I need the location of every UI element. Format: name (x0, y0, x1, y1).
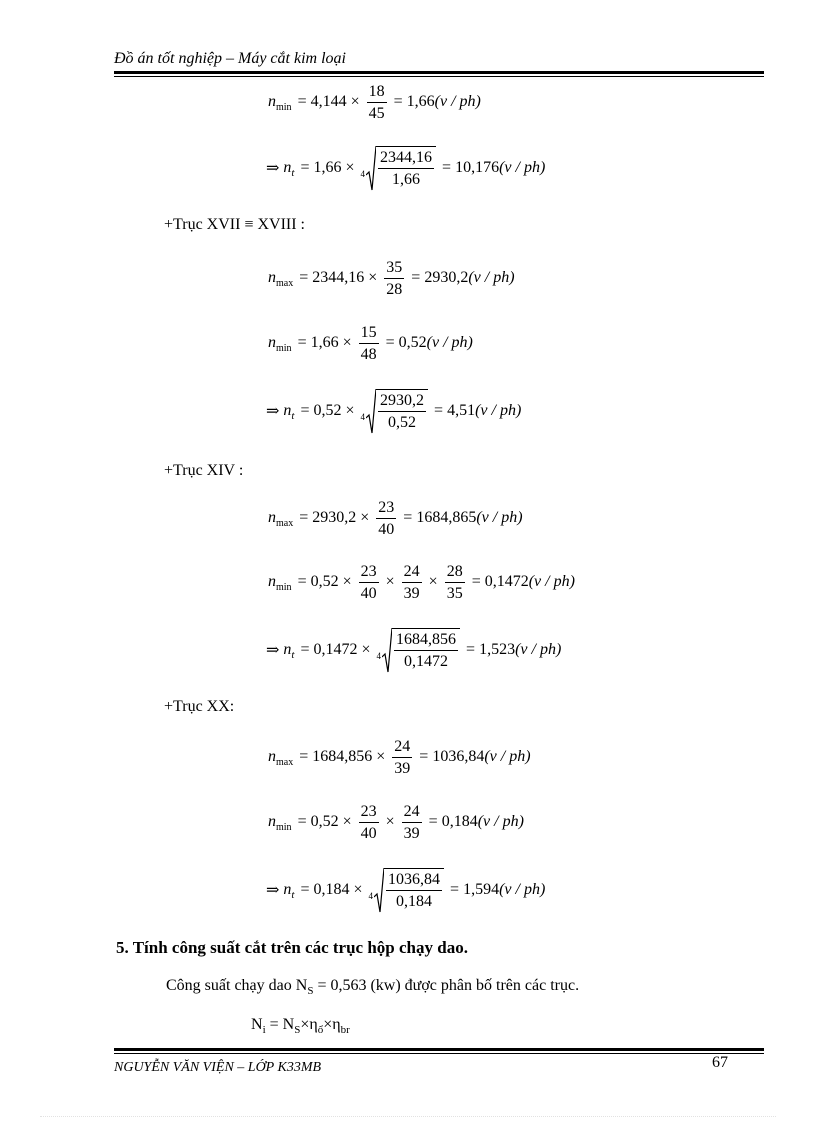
eq-var: n (283, 641, 292, 658)
eq-sign: = (299, 509, 309, 526)
fraction (392, 737, 412, 778)
power-formula (251, 1016, 350, 1034)
eq-sign: = (403, 509, 413, 526)
equation (262, 389, 521, 433)
para-text: Công suất chạy dao N (166, 977, 308, 994)
frac-num: 23 (359, 562, 379, 583)
fourth-root (361, 388, 429, 434)
eq-sign: = (297, 93, 307, 110)
formula-eta1: ×η (300, 1016, 318, 1033)
equation (268, 800, 524, 844)
shaft-label: +Trục XIV : (164, 462, 244, 479)
eq-sub: max (276, 517, 294, 529)
equation (268, 321, 473, 365)
equation (268, 496, 523, 540)
eq-sign: = (471, 573, 481, 590)
implies-arrow: ⇒ (266, 403, 280, 420)
eq-sign: = (466, 641, 476, 658)
bottom-dotted-line (40, 1116, 776, 1117)
eq-var: n (268, 748, 276, 765)
times-sign: × (345, 159, 355, 176)
eq-coef: 1,66 (313, 159, 342, 176)
eq-var: n (283, 159, 292, 176)
times-sign: × (345, 402, 355, 419)
eq-sign: = (385, 334, 395, 351)
root-index: 4 (360, 169, 366, 179)
footer-rule (114, 1048, 764, 1051)
eq-sign: = (442, 159, 452, 176)
header-title: Đồ án tốt nghiệp – Máy cắt kim loại (114, 50, 346, 67)
frac-den: 28 (386, 280, 403, 298)
eq-result: 2930,2 (424, 269, 469, 286)
para-sub: S (307, 985, 314, 997)
frac-num: 1684,856 (394, 630, 458, 651)
eq-sub: max (276, 756, 294, 768)
fraction (378, 148, 434, 189)
eq-var: n (268, 93, 276, 110)
eq-var: n (283, 881, 292, 898)
radical-sign (366, 145, 376, 191)
eq-sub: min (276, 342, 292, 354)
times-sign: × (360, 509, 370, 526)
eq-sub: t (291, 167, 295, 179)
equation (268, 560, 575, 604)
formula-eta2: ×η (323, 1016, 341, 1033)
eq-result: 1036,84 (432, 748, 485, 765)
fraction (402, 562, 422, 603)
eq-sign: = (450, 881, 460, 898)
frac-den: 40 (378, 520, 395, 538)
eq-coef: 0,52 (313, 402, 342, 419)
frac-num: 28 (445, 562, 465, 583)
eq-var: n (268, 334, 276, 351)
fourth-root (369, 867, 445, 913)
times-sign: × (353, 881, 363, 898)
equation (262, 146, 545, 190)
eq-sub: min (276, 581, 292, 593)
eq-unit: (v / ph) (499, 159, 546, 176)
eq-sign: = (297, 813, 307, 830)
root-index: 4 (368, 891, 374, 901)
frac-den: 0,1472 (404, 652, 449, 670)
eq-sign: = (297, 573, 307, 590)
eq-result: 0,1472 (484, 573, 529, 590)
times-sign: × (350, 93, 360, 110)
root-index: 4 (360, 412, 366, 422)
fourth-root (377, 627, 461, 673)
radicand (376, 389, 428, 432)
eq-sign: = (297, 334, 307, 351)
formula-lhs-sub: i (262, 1024, 266, 1036)
times-sign: × (385, 573, 395, 590)
frac-den: 0,52 (388, 413, 417, 431)
frac-num: 18 (367, 82, 387, 103)
formula-eta2-sub: br (340, 1024, 350, 1036)
frac-den: 39 (403, 824, 420, 842)
frac-den: 1,66 (392, 170, 421, 188)
times-sign: × (342, 813, 352, 830)
frac-num: 23 (376, 498, 396, 519)
eq-unit: (v / ph) (468, 269, 515, 286)
eq-sub: min (276, 101, 292, 113)
eq-coef: 0,52 (310, 813, 339, 830)
formula-eta1-sub: ổ (317, 1024, 324, 1036)
fraction (376, 498, 396, 539)
fraction (359, 562, 379, 603)
frac-den: 39 (394, 759, 411, 777)
eq-unit: (v / ph) (426, 334, 473, 351)
root-index: 4 (376, 651, 382, 661)
times-sign: × (428, 573, 438, 590)
eq-var: n (268, 813, 276, 830)
header-rule-thin (114, 76, 764, 77)
formula-s-sub: S (294, 1024, 301, 1036)
eq-result: 1,523 (479, 641, 516, 658)
eq-sign: = (434, 402, 444, 419)
eq-coef: 2344,16 (312, 269, 365, 286)
radical-sign (374, 867, 384, 913)
times-sign: × (385, 813, 395, 830)
frac-den: 0,184 (396, 892, 433, 910)
eq-coef: 4,144 (310, 93, 347, 110)
eq-sign: = (393, 93, 403, 110)
times-sign: × (342, 334, 352, 351)
fraction (386, 870, 442, 911)
eq-sub: t (291, 649, 295, 661)
eq-unit: (v / ph) (477, 813, 524, 830)
power-paragraph (166, 977, 579, 995)
eq-sign: = (300, 159, 310, 176)
formula-eq: = N (265, 1016, 295, 1033)
equation (268, 80, 481, 124)
eq-unit: (v / ph) (499, 881, 546, 898)
fraction (359, 802, 379, 843)
eq-unit: (v / ph) (434, 93, 481, 110)
equation (268, 735, 531, 779)
equation (262, 628, 561, 672)
eq-unit: (v / ph) (484, 748, 531, 765)
fraction (367, 82, 387, 123)
eq-coef: 2930,2 (312, 509, 357, 526)
eq-var: n (268, 509, 276, 526)
eq-sub: max (276, 277, 294, 289)
radicand (384, 868, 444, 911)
eq-sign: = (299, 269, 309, 286)
eq-sign: = (428, 813, 438, 830)
equation (262, 868, 545, 912)
eq-result: 1,594 (463, 881, 500, 898)
header-rule (114, 71, 764, 74)
eq-unit: (v / ph) (528, 573, 575, 590)
implies-arrow: ⇒ (266, 160, 280, 177)
fraction (394, 630, 458, 671)
eq-result: 1684,865 (416, 509, 477, 526)
frac-den: 45 (368, 104, 385, 122)
para-text-end: = 0,563 (kw) được phân bố trên các trục. (313, 977, 580, 994)
times-sign: × (361, 641, 371, 658)
radical-sign (366, 388, 376, 434)
eq-unit: (v / ph) (476, 509, 523, 526)
frac-num: 15 (359, 323, 379, 344)
frac-num: 1036,84 (386, 870, 442, 891)
page-number: 67 (712, 1054, 728, 1071)
times-sign: × (376, 748, 386, 765)
fraction (384, 258, 404, 299)
frac-num: 23 (359, 802, 379, 823)
eq-coef: 0,1472 (313, 641, 358, 658)
eq-coef: 0,52 (310, 573, 339, 590)
eq-sub: min (276, 821, 292, 833)
eq-sign: = (299, 748, 309, 765)
frac-num: 24 (392, 737, 412, 758)
section-heading: 5. Tính công suất cắt trên các trục hộp chạy dao. (116, 938, 468, 957)
fraction (359, 323, 379, 364)
frac-num: 2930,2 (378, 391, 426, 412)
eq-coef: 1,66 (310, 334, 339, 351)
times-sign: × (368, 269, 378, 286)
frac-num: 2344,16 (378, 148, 434, 169)
eq-result: 0,184 (441, 813, 478, 830)
eq-result: 0,52 (398, 334, 427, 351)
fourth-root (361, 145, 437, 191)
eq-result: 10,176 (455, 159, 500, 176)
eq-var: n (268, 269, 276, 286)
eq-var: n (268, 573, 276, 590)
fraction (402, 802, 422, 843)
implies-arrow: ⇒ (266, 642, 280, 659)
frac-den: 35 (446, 584, 463, 602)
shaft-label: +Trục XX: (164, 698, 235, 715)
frac-den: 48 (360, 345, 377, 363)
eq-result: 4,51 (447, 402, 476, 419)
eq-sign: = (300, 881, 310, 898)
fraction (378, 391, 426, 432)
frac-num: 35 (384, 258, 404, 279)
frac-num: 24 (402, 802, 422, 823)
eq-sub: t (291, 889, 295, 901)
eq-coef: 0,184 (313, 881, 350, 898)
radicand (392, 628, 460, 671)
footer-rule-thin (114, 1053, 764, 1054)
formula-lhs: N (251, 1016, 263, 1033)
eq-sign: = (419, 748, 429, 765)
fraction (445, 562, 465, 603)
radicand (376, 146, 436, 189)
eq-sign: = (300, 641, 310, 658)
eq-var: n (283, 402, 292, 419)
frac-den: 40 (360, 824, 377, 842)
eq-result: 1,66 (406, 93, 435, 110)
eq-unit: (v / ph) (475, 402, 522, 419)
radical-sign (382, 627, 392, 673)
shaft-label: +Trục XVII ≡ XVIII : (164, 216, 305, 233)
footer-author: NGUYỄN VĂN VIỆN – LỚP K33MB (114, 1060, 322, 1075)
times-sign: × (342, 573, 352, 590)
frac-den: 39 (403, 584, 420, 602)
equation (268, 256, 515, 300)
implies-arrow: ⇒ (266, 882, 280, 899)
frac-den: 40 (360, 584, 377, 602)
eq-sign: = (300, 402, 310, 419)
eq-unit: (v / ph) (515, 641, 562, 658)
eq-sub: t (291, 410, 295, 422)
eq-sign: = (411, 269, 421, 286)
eq-coef: 1684,856 (312, 748, 373, 765)
frac-num: 24 (402, 562, 422, 583)
